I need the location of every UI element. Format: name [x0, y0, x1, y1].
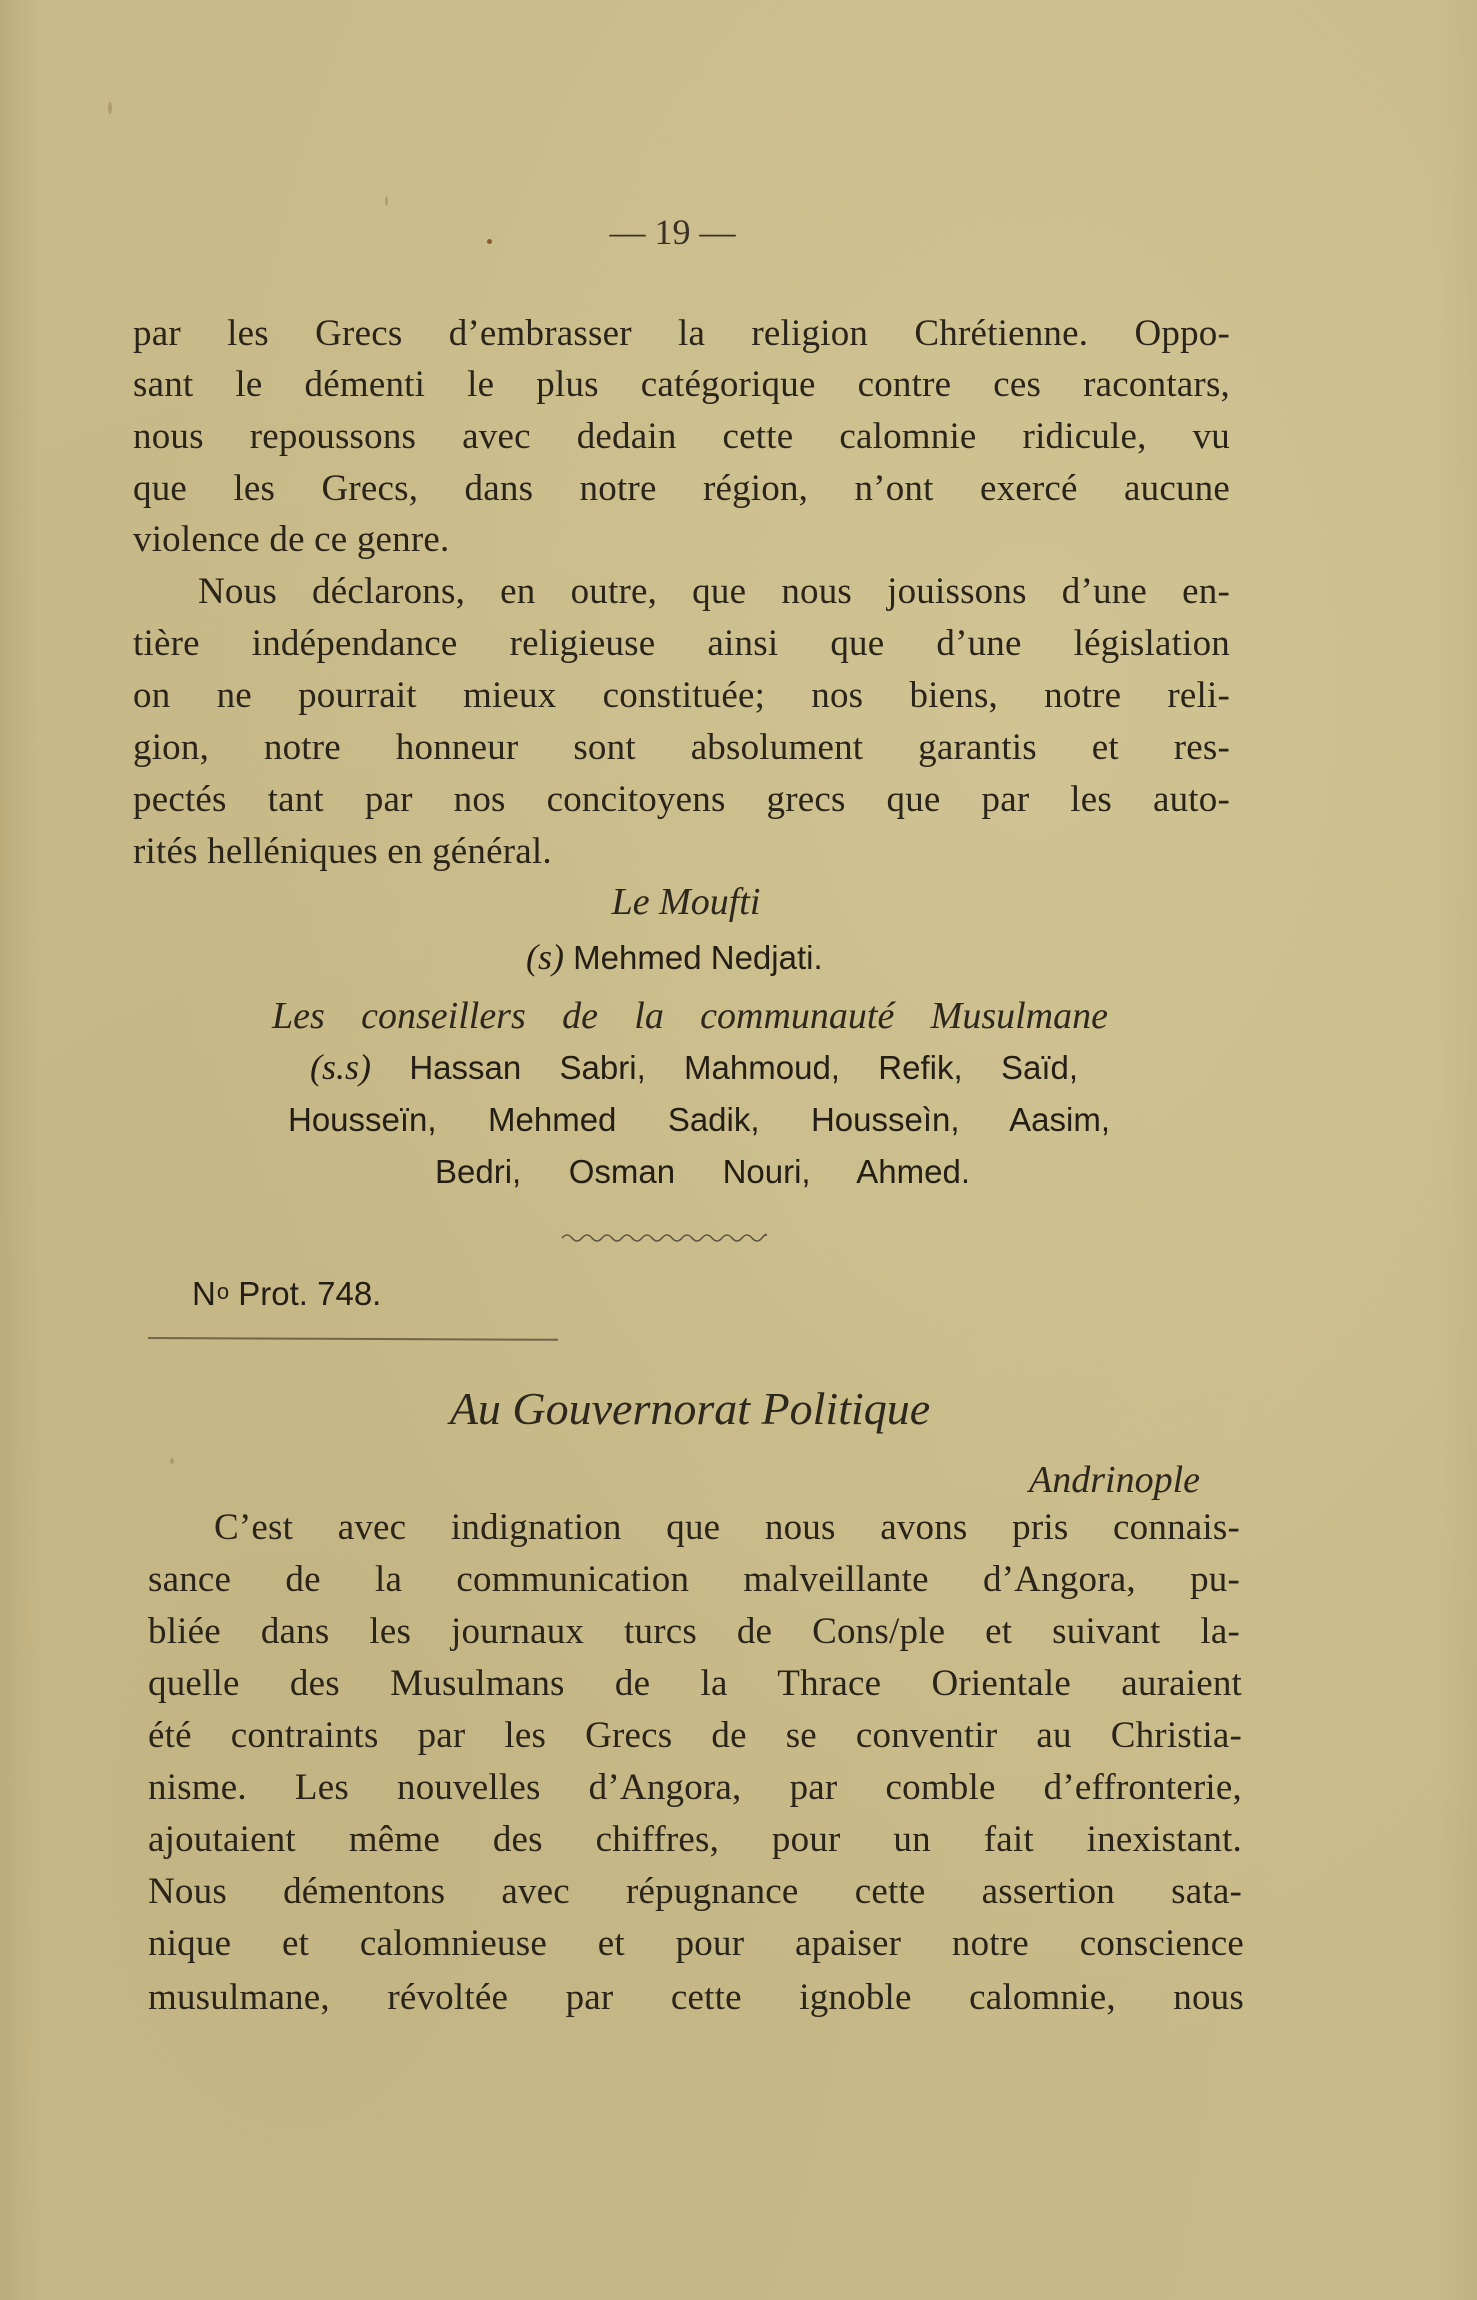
paper-speck [170, 1458, 174, 1464]
text-line: sant le démenti le plus catégorique contre ces racontars, [133, 364, 1230, 405]
text-line: que les Grecs, dans notre région, n’ont exercé aucune [133, 468, 1230, 509]
paper-speck [108, 102, 112, 114]
text-line: violence de ce genre. [133, 519, 450, 560]
text-line: sance de la communication malveillante d’Angora, pu- [148, 1559, 1240, 1600]
page-number: — 19 — [609, 212, 736, 252]
protocol-number [192, 1272, 381, 1316]
text-line: musulmane, révoltée par cette ignoble calomnie, nous [148, 1977, 1244, 2018]
council-names-line: Bedri, Osman Nouri, Ahmed. [435, 1153, 970, 1190]
text-line: Nous démentons avec répugnance cette assertion sata- [148, 1871, 1242, 1912]
place-name: Andrinople [1029, 1459, 1200, 1501]
text-line: C’est avec indignation que nous avons pris connais- [214, 1507, 1240, 1548]
text-line: ajoutaient même des chiffres, pour un fait inexistant. [148, 1819, 1242, 1860]
protocol-sup: o [216, 1279, 230, 1304]
ink-dot [487, 239, 492, 244]
text-line: été contraints par les Grecs de se conventir au Christia- [148, 1715, 1242, 1756]
text-line: quelle des Musulmans de la Thrace Orientale auraient [148, 1663, 1242, 1704]
text-line: Nous déclarons, en outre, que nous jouissons d’une en- [198, 571, 1230, 612]
text-line: nisme. Les nouvelles d’Angora, par comble d’effronterie, [148, 1767, 1242, 1808]
council-names-line: Housseïn, Mehmed Sadik, Housseìn, Aasim, [288, 1101, 1110, 1138]
protocol-text: Prot. 748. [229, 1275, 382, 1312]
signature-mark: (s.s) [310, 1047, 371, 1087]
horizontal-rule [148, 1337, 558, 1341]
signature-mark: (s) [526, 937, 564, 977]
moufti-name: Mehmed Nedjati. [573, 939, 823, 976]
moufti-title: Le Moufti [611, 881, 761, 923]
council-names-line [310, 1045, 1078, 1089]
protocol-prefix: N [192, 1275, 216, 1312]
text-line: nous repoussons avec dedain cette calomnie ridicule, vu [133, 416, 1230, 457]
text-line: rités helléniques en général. [133, 831, 552, 872]
text-line: nique et calomnieuse et pour apaiser notre conscience [148, 1923, 1244, 1964]
council-names: Hassan Sabri, Mahmoud, Refik, Saïd, [409, 1049, 1079, 1086]
text-line: bliée dans les journaux turcs de Cons/ple et suivant la- [148, 1611, 1240, 1652]
wavy-separator [560, 1230, 770, 1250]
paper-speck [385, 196, 388, 206]
moufti-signature [526, 935, 886, 979]
text-line: on ne pourrait mieux constituée; nos biens, notre reli- [133, 675, 1230, 716]
text-line: pectés tant par nos concitoyens grecs que par les auto- [133, 779, 1230, 820]
council-title: Les conseillers de la communauté Musulmane [272, 995, 1108, 1037]
text-line: par les Grecs d’embrasser la religion Chrétienne. Oppo- [133, 313, 1230, 354]
text-line: gion, notre honneur sont absolument garantis et res- [133, 727, 1230, 768]
addressee-heading: Au Gouvernorat Politique [449, 1383, 931, 1434]
text-line: tière indépendance religieuse ainsi que d’une législation [133, 623, 1230, 664]
